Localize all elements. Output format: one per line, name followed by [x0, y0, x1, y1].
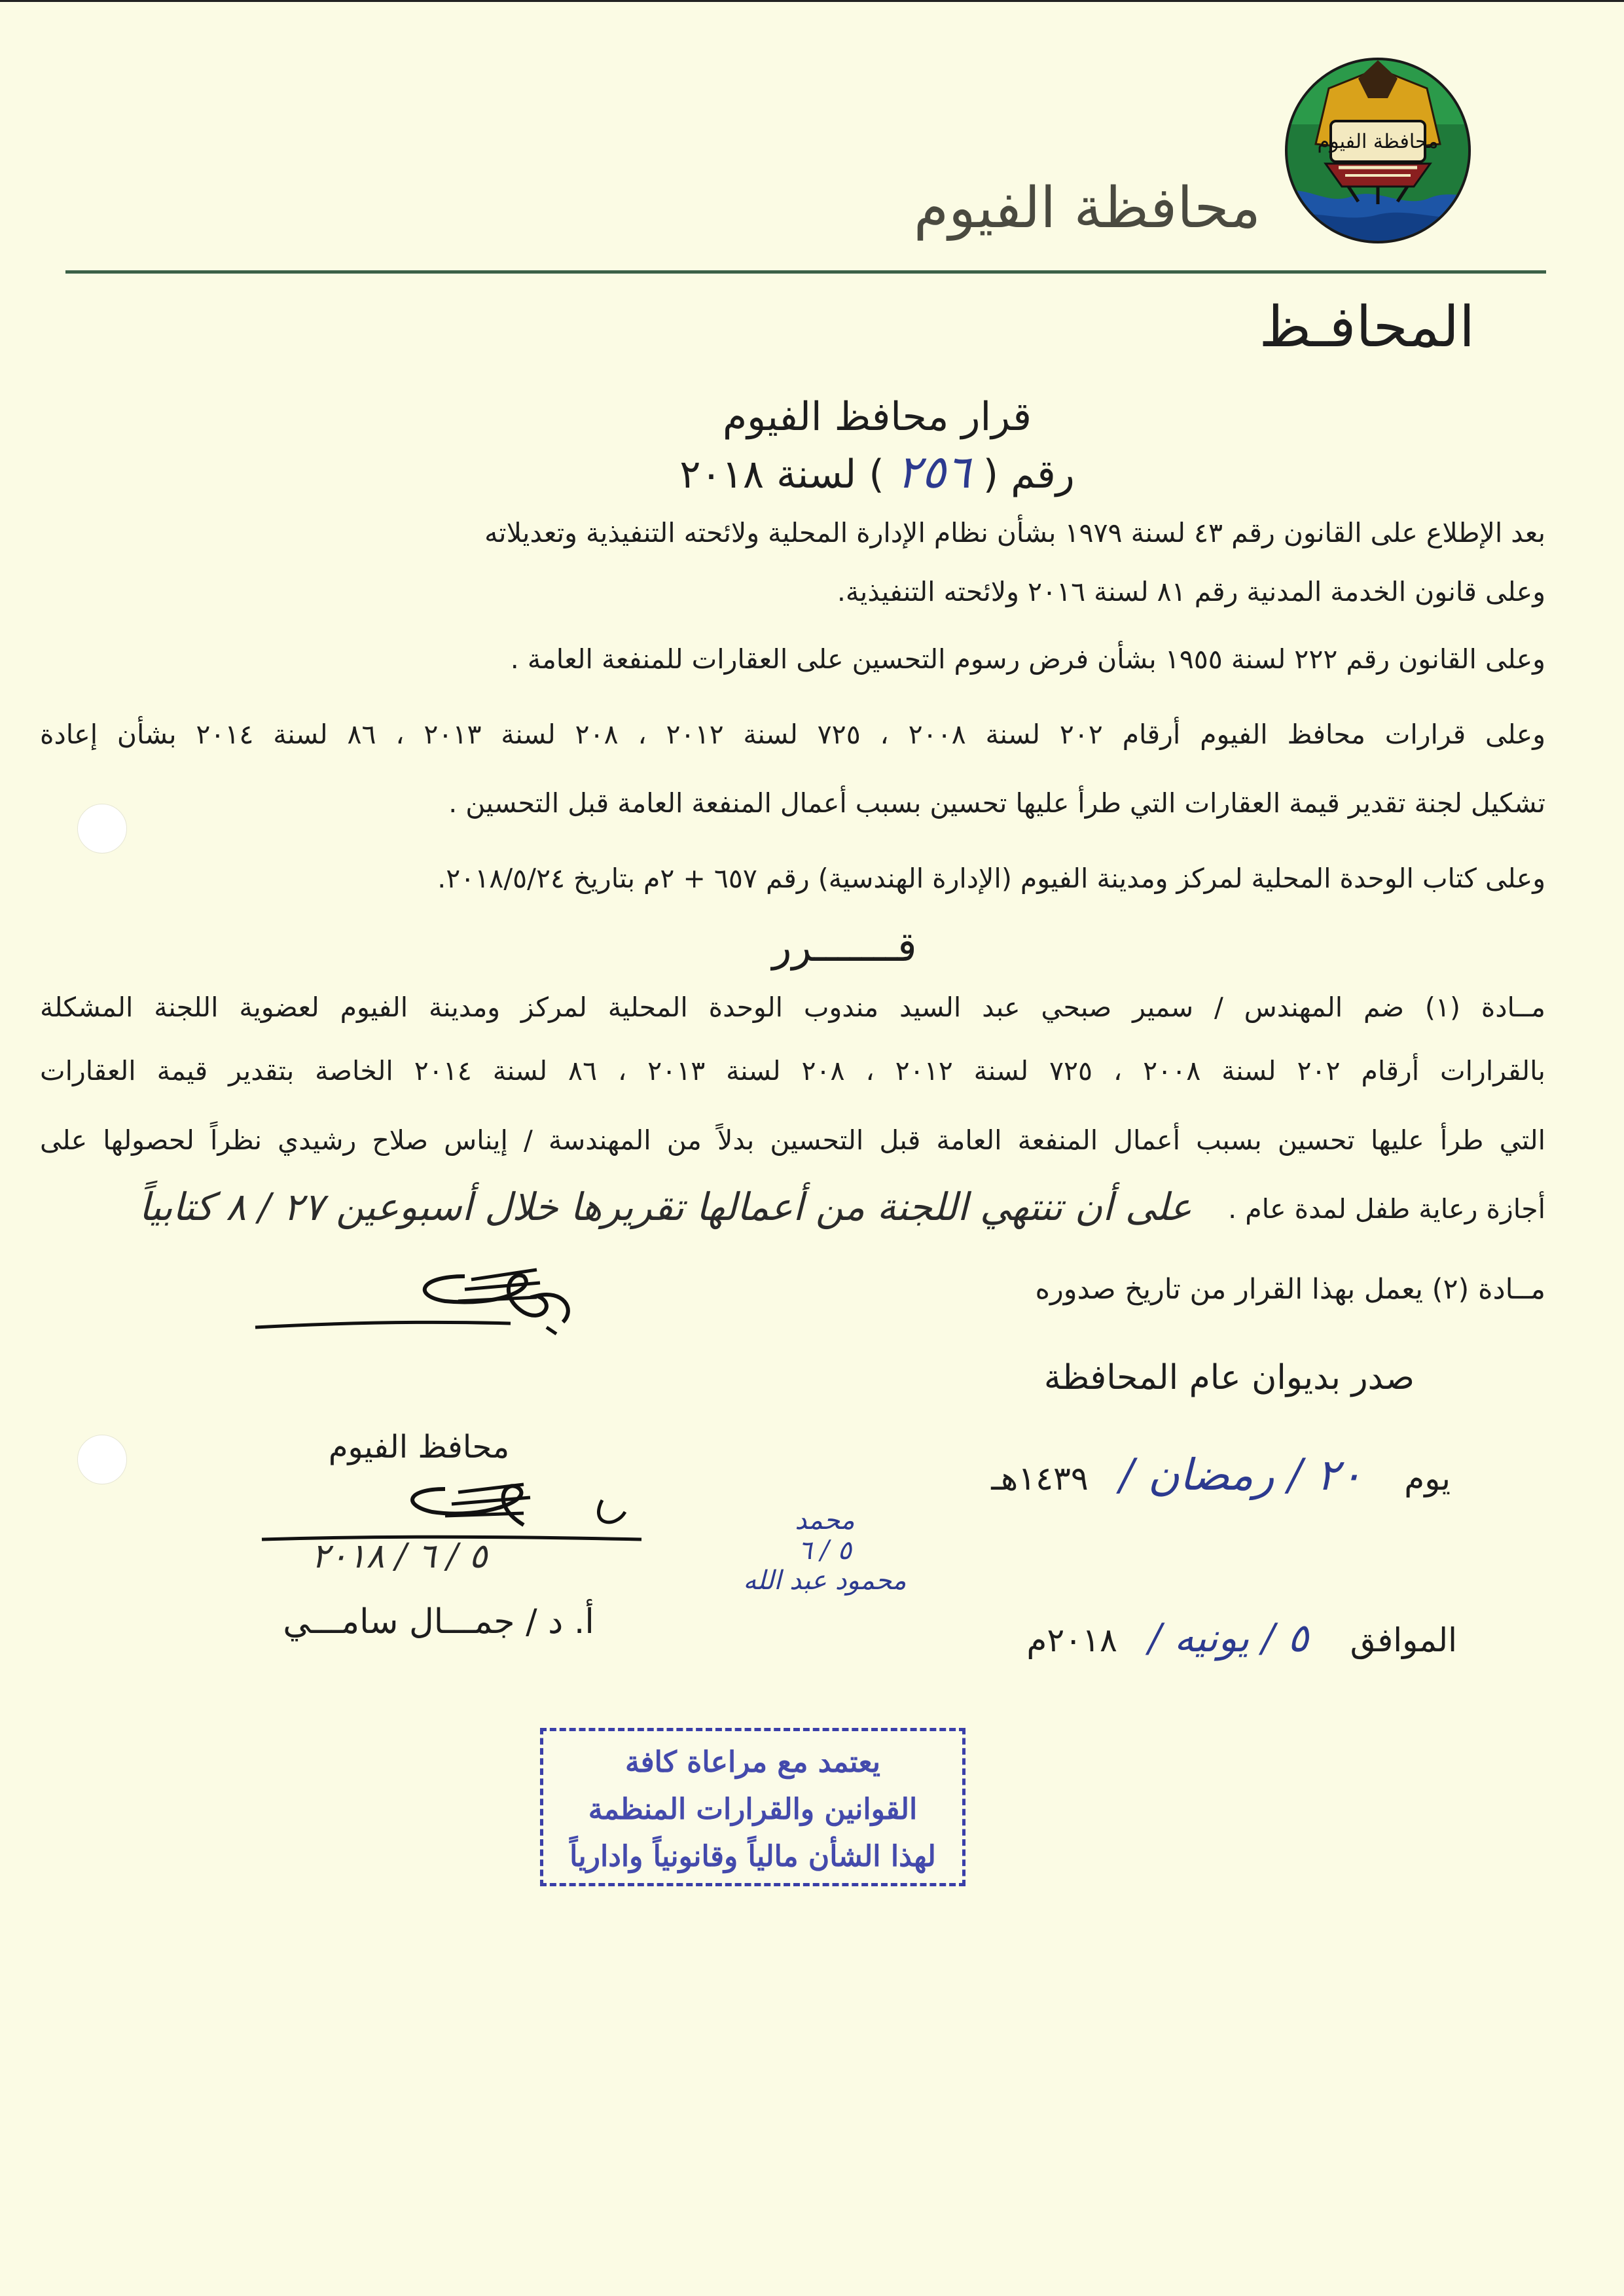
page-top-edge: [0, 0, 1624, 2]
decree-number-suffix: ) لسنة ٢٠١٨: [679, 452, 884, 497]
signatory-date-handwritten: ٥ / ٦ / ٢٠١٨: [311, 1537, 488, 1576]
resolved-heading: قـــــــرر: [772, 923, 917, 971]
middle-handwritten-initials: [707, 1505, 943, 1596]
handwritten-note: على أن تنتهي اللجنة من أعمالها تقريرها خلال أسبوعين ٢٧ / ٨ كتابياً: [139, 1185, 1192, 1229]
middle-initials-line: محمد: [795, 1505, 855, 1535]
decree-number-handwritten: ٢٥٦: [896, 445, 971, 499]
hijri-year: ١٤٣٩هـ: [991, 1460, 1089, 1498]
day-label: يوم: [1404, 1460, 1451, 1498]
preamble-paragraph: وعلى قرارات محافظ الفيوم أرقام ٢٠٢ لسنة ٢٠٠٨ ، ٧٢٥ لسنة ٢٠١٢ ، ٢٠٨ لسنة ٢٠١٣ ، ٨٦ لسنة ٢٠١٤ بشأن إعادة: [40, 719, 1545, 750]
preamble-paragraph: وعلى كتاب الوحدة المحلية لمركز ومدينة الفيوم (الإدارة الهندسية) رقم ٦٥٧ + ٢م بتاريخ ٢٠١٨/٥/٢٤.: [437, 863, 1545, 894]
article-1-line: أجازة رعاية طفل لمدة عام .: [1228, 1193, 1545, 1225]
decree-number: [615, 445, 1139, 499]
hijri-date-handwritten: ٢٠ / رمضان /: [1119, 1450, 1363, 1500]
punch-hole: [77, 1435, 127, 1484]
governorate-name-heading: محافظة الفيوم: [913, 175, 1261, 241]
stamp-line: لهذا الشأن مالياً وقانونياً وادارياً: [569, 1840, 936, 1873]
signature-first: [249, 1250, 668, 1348]
office-title: المحافـظ: [1259, 295, 1475, 360]
preamble-paragraph: تشكيل لجنة تقدير قيمة العقارات التي طرأ عليها تحسين بسبب أعمال المنفعة العامة قبل التحسين .: [448, 787, 1545, 819]
preamble-paragraph: وعلى قانون الخدمة المدنية رقم ٨١ لسنة ٢٠١٦ ولائحته التنفيذية.: [837, 576, 1545, 607]
governorate-emblem-icon: [1280, 52, 1483, 249]
preamble-paragraph: وعلى القانون رقم ٢٢٢ لسنة ١٩٥٥ بشأن فرض رسوم التحسين على العقارات للمنفعة العامة .: [510, 643, 1545, 675]
hijri-date-row: [861, 1450, 1451, 1500]
header-divider: [65, 270, 1546, 274]
middle-initials-line: محمود عبد الله: [743, 1566, 907, 1596]
decree-number-prefix: رقم (: [983, 452, 1075, 497]
punch-hole: [77, 804, 127, 853]
preamble-paragraph: بعد الإطلاع على القانون رقم ٤٣ لسنة ١٩٧٩ بشأن نظام الإدارة المحلية ولائحته التنفيذية وتعديلاته: [484, 517, 1545, 548]
stamp-line: القوانين والقرارات المنظمة: [588, 1793, 918, 1826]
article-1-line: التي طرأ عليها تحسين بسبب أعمال المنفعة العامة قبل التحسين بدلاً من المهندسة / إيناس صلاح رشيدي نظراً لحصولها على: [40, 1124, 1545, 1156]
gregorian-year: ٢٠١٨م: [1026, 1621, 1117, 1659]
signatory-title: محافظ الفيوم: [328, 1429, 510, 1465]
gregorian-date-row: [868, 1615, 1457, 1661]
article-1-line: مــادة (١) ضم المهندس / سمير صبحي عبد السيد مندوب الوحدة المحلية لمركز ومدينة الفيوم لعضوية اللجنة المشكلة: [40, 992, 1546, 1023]
issued-at: صدر بديوان عام المحافظة: [1043, 1358, 1415, 1397]
emblem-label: محافظة الفيوم: [1317, 130, 1439, 153]
approval-stamp: [540, 1728, 965, 1886]
gregorian-date-handwritten: ٥ / يونيه /: [1148, 1615, 1309, 1661]
corresponds-label: الموافق: [1350, 1621, 1457, 1659]
article-1-line: بالقرارات أرقام ٢٠٢ لسنة ٢٠٠٨ ، ٧٢٥ لسنة ٢٠١٢ ، ٢٠٨ لسنة ٢٠١٣ ، ٨٦ لسنة ٢٠١٤ الخاصة بتقدير قيمة العقارات: [40, 1055, 1545, 1086]
article-2: مــادة (٢) يعمل بهذا القرار من تاريخ صدوره: [1035, 1273, 1545, 1306]
signatory-name: أ. د / جمـــال سامـــي: [283, 1602, 594, 1641]
decree-title: قرار محافظ الفيوم: [723, 394, 1032, 440]
middle-initials-line: ٥ / ٦: [798, 1535, 852, 1566]
stamp-line: يعتمد مع مراعاة كافة: [625, 1746, 880, 1779]
